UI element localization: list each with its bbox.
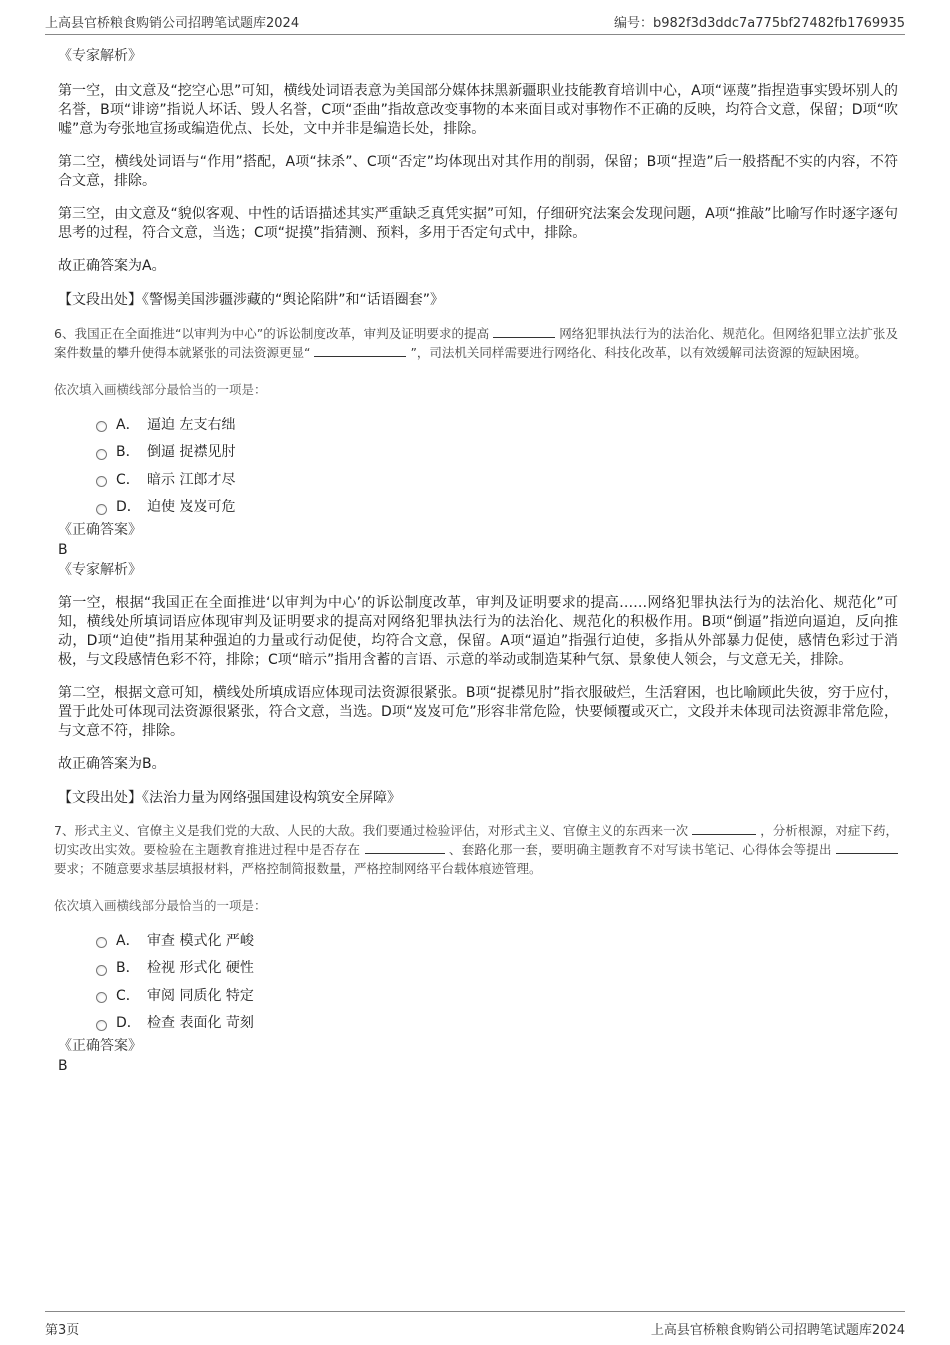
- q6-option-b[interactable]: B． 倒逼 捉襟见肘: [96, 438, 898, 466]
- q6-answer: B: [58, 542, 68, 558]
- page-header: [45, 12, 905, 35]
- q6-question: 6、我国正在全面推进“以审判为中心”的诉讼制度改革，审判及证明要求的提高 网络犯罪执法行为的法治化、规范化。但网络犯罪立法扩张及案件数量的攀升使得本就紧张的司法资源更显“ ”，司法机关同样需要进行网络化、科技化改革，以有效缓解司法资源的短缺困境。: [54, 326, 898, 360]
- q6-option-a[interactable]: A． 逼迫 左支右绌: [96, 410, 898, 438]
- q6-conclusion: 故正确答案为B。: [58, 756, 166, 772]
- q6-analysis-p1: 第一空，根据“我国正在全面推进‘以审判为中心’的诉讼制度改革，审判及证明要求的提高……网络犯罪执法行为的法治化、规范化”可知，横线处所填词语应体现审判及证明要求的提高对网络犯罪执法行为的法治化、规范化的积极作用。B项“倒逼”指逆向逼迫，反向推动，D项“迫使”指用某种强迫的力量或行动促使，均符合文意，保留。A项“逼迫”指强行迫使，多指从外部暴力促使，感情色彩过于消极，与文段感情色彩不符，排除；C项“暗示”指用含蓄的言语、示意的举动或制造某种气氛、景象使人领会，与文意无关，排除。: [58, 595, 898, 668]
- q5-conclusion: 故正确答案为A。: [58, 258, 166, 274]
- q7-option-a[interactable]: A． 审查 模式化 严峻: [96, 926, 898, 954]
- q5-analysis-p3: 第三空，由文意及“貌似客观、中性的话语描述其实严重缺乏真凭实据”可知，仔细研究法案会发现问题，A项“推敲”比喻写作时逐字逐句思考的过程，符合文意，当选；C项“捉摸”指猜测、预料，多用于否定句式中，排除。: [58, 206, 898, 241]
- header-serial: 编号：b982f3d3ddc7a775bf27482fb1769935: [613, 16, 905, 31]
- q6-analysis-p2: 第二空，根据文意可知，横线处所填成语应体现司法资源很紧张。B项“捉襟见肘”指衣服破烂，生活窘困，也比喻顾此失彼，穷于应付，置于此处可体现司法资源很紧张，符合文意，当选。D项“岌岌可危”形容非常危险，快要倾覆或灭亡，文段并未体现司法资源非常危险，与文意不符，排除。: [58, 685, 898, 739]
- radio-icon[interactable]: [96, 937, 107, 948]
- q6-options: [96, 410, 898, 520]
- q7-answer: B: [58, 1058, 68, 1074]
- q7-option-b[interactable]: B． 检视 形式化 硬性: [96, 954, 898, 982]
- radio-icon[interactable]: [96, 449, 107, 460]
- radio-icon[interactable]: [96, 1020, 107, 1031]
- radio-icon[interactable]: [96, 476, 107, 487]
- q5-analysis-p1: 第一空，由文意及“挖空心思”可知，横线处词语表意为美国部分媒体抹黑新疆职业技能教育培训中心，A项“诬蔑”指捏造事实毁坏别人的名誉，B项“诽谤”指说人坏话、毁人名誉，C项“歪曲”指故意改变事物的本来面目或对事物作不正确的反映，均符合文意，保留；D项“吹嘘”意为夸张地宣扬或编造优点、长处，文中并非是编造长处，排除。: [58, 83, 898, 137]
- q5-analysis-p2: 第二空，横线处词语与“作用”搭配，A项“抹杀”、C项“否定”均体现出对其作用的削弱，保留；B项“捏造”后一般搭配不实的内容，不符合文意，排除。: [58, 154, 898, 189]
- q6-analysis-label: 《专家解析》: [58, 562, 142, 578]
- footer-title: 上高县官桥粮食购销公司招聘笔试题库2024: [650, 1323, 905, 1338]
- page-footer: [45, 1311, 905, 1338]
- footer-page-number: 第3页: [45, 1323, 80, 1338]
- radio-icon[interactable]: [96, 992, 107, 1003]
- q5-analysis-label: 《专家解析》: [58, 48, 142, 64]
- q6-answer-label: 《正确答案》: [58, 522, 142, 538]
- q7-blank-1: [692, 822, 756, 835]
- q6-option-d[interactable]: D． 迫使 岌岌可危: [96, 493, 898, 521]
- page-content: [54, 46, 898, 1076]
- q7-blank-2: [365, 841, 445, 854]
- q7-blank-3: [836, 841, 898, 854]
- q7-options: [96, 926, 898, 1036]
- q6-instruction: 依次填入画横线部分最恰当的一项是：: [54, 382, 267, 397]
- q6-blank-1: [493, 325, 555, 338]
- q7-option-d[interactable]: D． 检查 表面化 苛刻: [96, 1009, 898, 1037]
- radio-icon[interactable]: [96, 421, 107, 432]
- q7-answer-label: 《正确答案》: [58, 1038, 142, 1054]
- q7-question: 7、形式主义、官僚主义是我们党的大敌、人民的大敌。我们要通过检验评估，对形式主义、官僚主义的东西来一次 ，分析根源，对症下药，切实改出实效。要检验在主题教育推进过程中是否存在 、套路化那一套，要明确主题教育不对写读书笔记、心得体会等提出 要求；不随意要求基层填报材料，严格控制简报数量，严格控制网络平台载体痕迹管理。: [54, 823, 898, 876]
- q5-source: 【文段出处】《警惕美国涉疆涉藏的“舆论陷阱”和“话语圈套”》: [58, 292, 445, 308]
- q7-option-c[interactable]: C． 审阅 同质化 特定: [96, 981, 898, 1009]
- header-title: 上高县官桥粮食购销公司招聘笔试题库2024: [45, 16, 300, 31]
- radio-icon[interactable]: [96, 965, 107, 976]
- radio-icon[interactable]: [96, 504, 107, 515]
- q7-instruction: 依次填入画横线部分最恰当的一项是：: [54, 898, 267, 913]
- q6-option-c[interactable]: C． 暗示 江郎才尽: [96, 465, 898, 493]
- q6-source: 【文段出处】《法治力量为网络强国建设构筑安全屏障》: [58, 790, 401, 806]
- q6-blank-2: [314, 344, 406, 357]
